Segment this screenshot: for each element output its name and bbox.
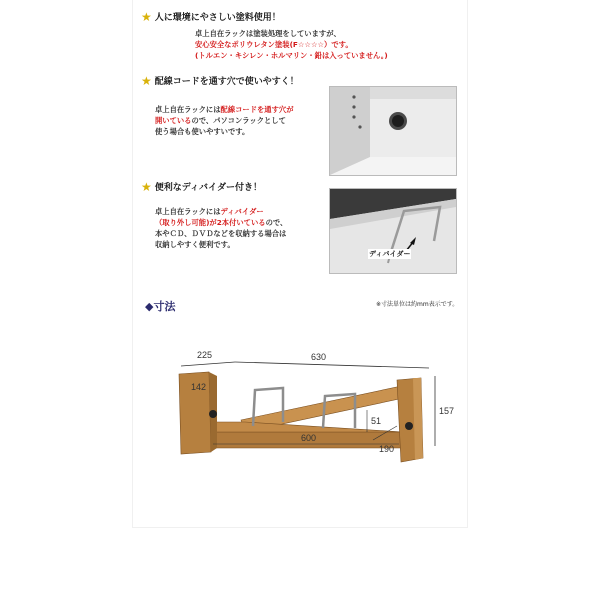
section2-line3: 使う場合も使いやすいです。 bbox=[155, 127, 250, 136]
left-cable-hole bbox=[209, 410, 217, 418]
cable-hole-illustration bbox=[330, 87, 456, 175]
star-icon: ★ bbox=[141, 73, 152, 88]
inner-depth-label: 190 bbox=[379, 444, 395, 454]
section3-line3: 本やＣＤ、ＤＶＤなどを収納する場合は bbox=[155, 229, 287, 238]
depth-dimension-line bbox=[181, 362, 235, 366]
section1-line3: (トルエン・キシレン・ホルマリン・鉛は入っていません。) bbox=[195, 51, 388, 60]
section2-line1a: 卓上自在ラックには bbox=[155, 105, 221, 114]
section3-line2b: ので、 bbox=[265, 218, 288, 227]
right-cable-hole bbox=[405, 422, 413, 430]
section3-line1a: 卓上自在ラックには bbox=[155, 207, 221, 216]
depth-label: 225 bbox=[197, 350, 213, 360]
section1-line2: 安心安全なポリウレタン塗装(F☆☆☆☆）です。 bbox=[195, 40, 353, 49]
width-dimension-line bbox=[235, 362, 429, 368]
section2-line2a: 開いている bbox=[155, 116, 192, 125]
section3-line2a: （取り外し可能)が2本付いている bbox=[155, 218, 266, 227]
section1-text bbox=[195, 28, 388, 61]
divider-illustration bbox=[330, 189, 456, 273]
section2-line2b: ので、パソコンラックとして bbox=[191, 116, 286, 125]
section2-line1b: 配線コードを通す穴が bbox=[220, 105, 294, 114]
cable-hole-photo bbox=[329, 86, 457, 176]
total-height-label: 157 bbox=[439, 406, 455, 416]
section1-line1: 卓上自在ラックは塗装処理をしていますが、 bbox=[195, 29, 341, 38]
side-height-label: 142 bbox=[191, 382, 207, 392]
divider-photo-label: ディバイダー bbox=[369, 250, 411, 258]
star-icon: ★ bbox=[141, 179, 152, 194]
section3-heading bbox=[141, 180, 262, 193]
inner-height-label: 51 bbox=[371, 416, 382, 426]
divider-photo bbox=[329, 188, 457, 274]
product-description-panel bbox=[133, 0, 467, 527]
star-icon: ★ bbox=[141, 9, 152, 24]
inner-width-label: 600 bbox=[301, 433, 317, 443]
section2-heading bbox=[141, 74, 299, 87]
rack-dimension-diagram bbox=[151, 340, 455, 490]
section3-heading-text: 便利なディバイダー付き！ bbox=[154, 183, 263, 193]
dimensions-title: ◆寸法 bbox=[145, 300, 176, 313]
section3-line4: 収納しやすく便利です。 bbox=[155, 240, 235, 249]
section3-text bbox=[155, 206, 287, 250]
section2-text bbox=[155, 104, 294, 137]
section1-heading-text: 人に環境にやさしい塗料使用！ bbox=[154, 13, 281, 23]
section3-line1b: ディバイダー bbox=[220, 207, 264, 216]
section1-heading bbox=[141, 10, 281, 23]
section2-heading-text: 配線コードを通す穴で使いやすく！ bbox=[154, 77, 299, 87]
dimensions-note: ※寸法単位は約mm表示です。 bbox=[376, 301, 459, 308]
outer-width-label: 630 bbox=[311, 352, 327, 362]
